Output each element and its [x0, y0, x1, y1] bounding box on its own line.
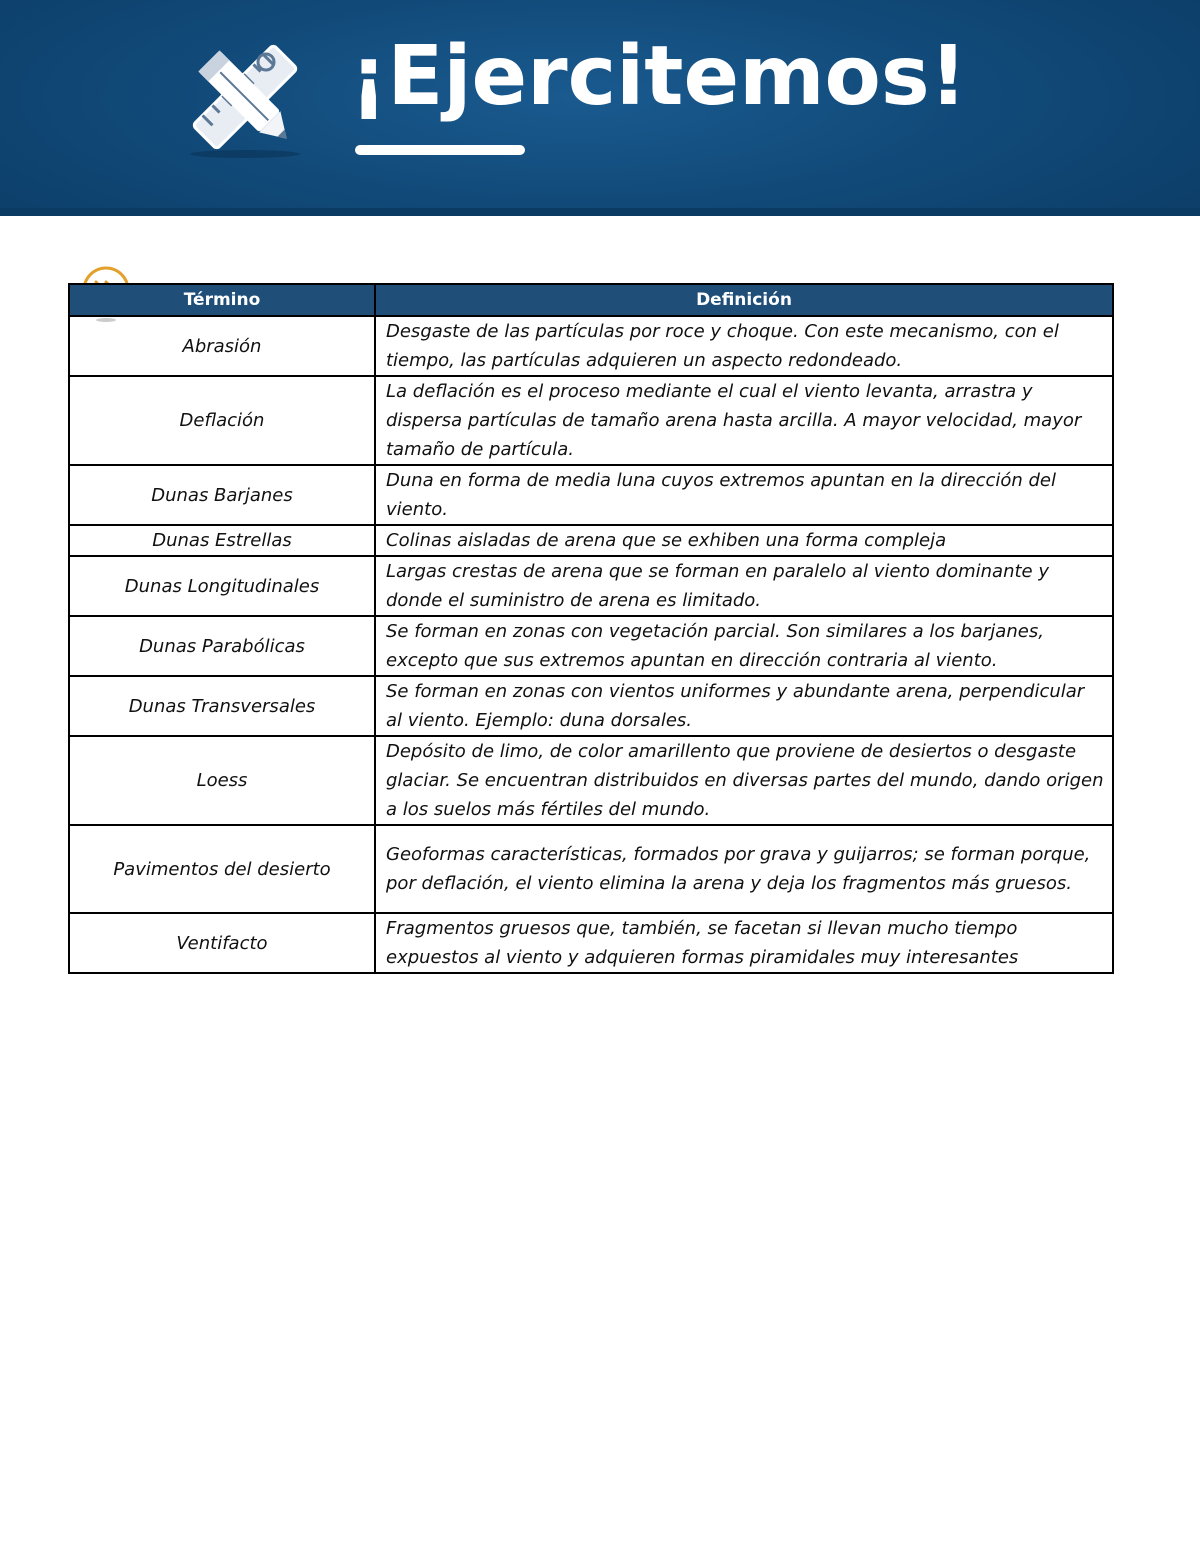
table-row — [69, 556, 1113, 616]
title-underline — [355, 145, 525, 155]
table-row — [69, 825, 1113, 913]
table-row — [69, 736, 1113, 825]
term-cell: Deflación — [69, 376, 375, 465]
definition-cell: Fragmentos gruesos que, también, se facetan si llevan mucho tiempo expuestos al viento y adquieren formas piramidales muy interesantes — [375, 913, 1113, 973]
table-row — [69, 316, 1113, 376]
column-header-definition: Definición — [375, 284, 1113, 316]
term-cell: Dunas Barjanes — [69, 465, 375, 525]
column-header-term: Término — [69, 284, 375, 316]
term-cell: Dunas Parabólicas — [69, 616, 375, 676]
term-cell: Pavimentos del desierto — [69, 825, 375, 913]
table-row — [69, 376, 1113, 465]
table-row — [69, 676, 1113, 736]
term-cell: Abrasión — [69, 316, 375, 376]
term-cell: Loess — [69, 736, 375, 825]
table-row — [69, 616, 1113, 676]
definition-cell: Depósito de limo, de color amarillento que proviene de desiertos o desgaste glaciar. Se encuentran distribuidos en diversas partes del mundo, dando origen a los suelos más fértiles del mundo. — [375, 736, 1113, 825]
table-row — [69, 525, 1113, 556]
table-row — [69, 913, 1113, 973]
term-cell: Ventifacto — [69, 913, 375, 973]
header-banner-edge — [0, 208, 1200, 216]
definition-cell: Se forman en zonas con vegetación parcial. Son similares a los barjanes, excepto que sus extremos apuntan en dirección contraria al viento. — [375, 616, 1113, 676]
definition-cell: Largas crestas de arena que se forman en paralelo al viento dominante y donde el suministro de arena es limitado. — [375, 556, 1113, 616]
definition-cell: Desgaste de las partículas por roce y choque. Con este mecanismo, con el tiempo, las partículas adquieren un aspecto redondeado. — [375, 316, 1113, 376]
ruler-pencil-icon — [180, 32, 310, 162]
definition-cell: Se forman en zonas con vientos uniformes y abundante arena, perpendicular al viento. Ejemplo: duna dorsales. — [375, 676, 1113, 736]
term-cell: Dunas Transversales — [69, 676, 375, 736]
term-cell: Dunas Estrellas — [69, 525, 375, 556]
page-title: ¡Ejercitemos! — [350, 29, 968, 124]
definition-cell: Colinas aisladas de arena que se exhiben una forma compleja — [375, 525, 1113, 556]
definition-cell: Geoformas características, formados por grava y guijarros; se forman porque, por deflación, el viento elimina la arena y deja los fragmentos más gruesos. — [375, 825, 1113, 913]
term-cell: Dunas Longitudinales — [69, 556, 375, 616]
glossary-table — [68, 283, 1114, 974]
definition-cell: Duna en forma de media luna cuyos extremos apuntan en la dirección del viento. — [375, 465, 1113, 525]
table-header-row — [69, 284, 1113, 316]
definition-cell: La deflación es el proceso mediante el cual el viento levanta, arrastra y dispersa partículas de tamaño arena hasta arcilla. A mayor velocidad, mayor tamaño de partícula. — [375, 376, 1113, 465]
table-row — [69, 465, 1113, 525]
